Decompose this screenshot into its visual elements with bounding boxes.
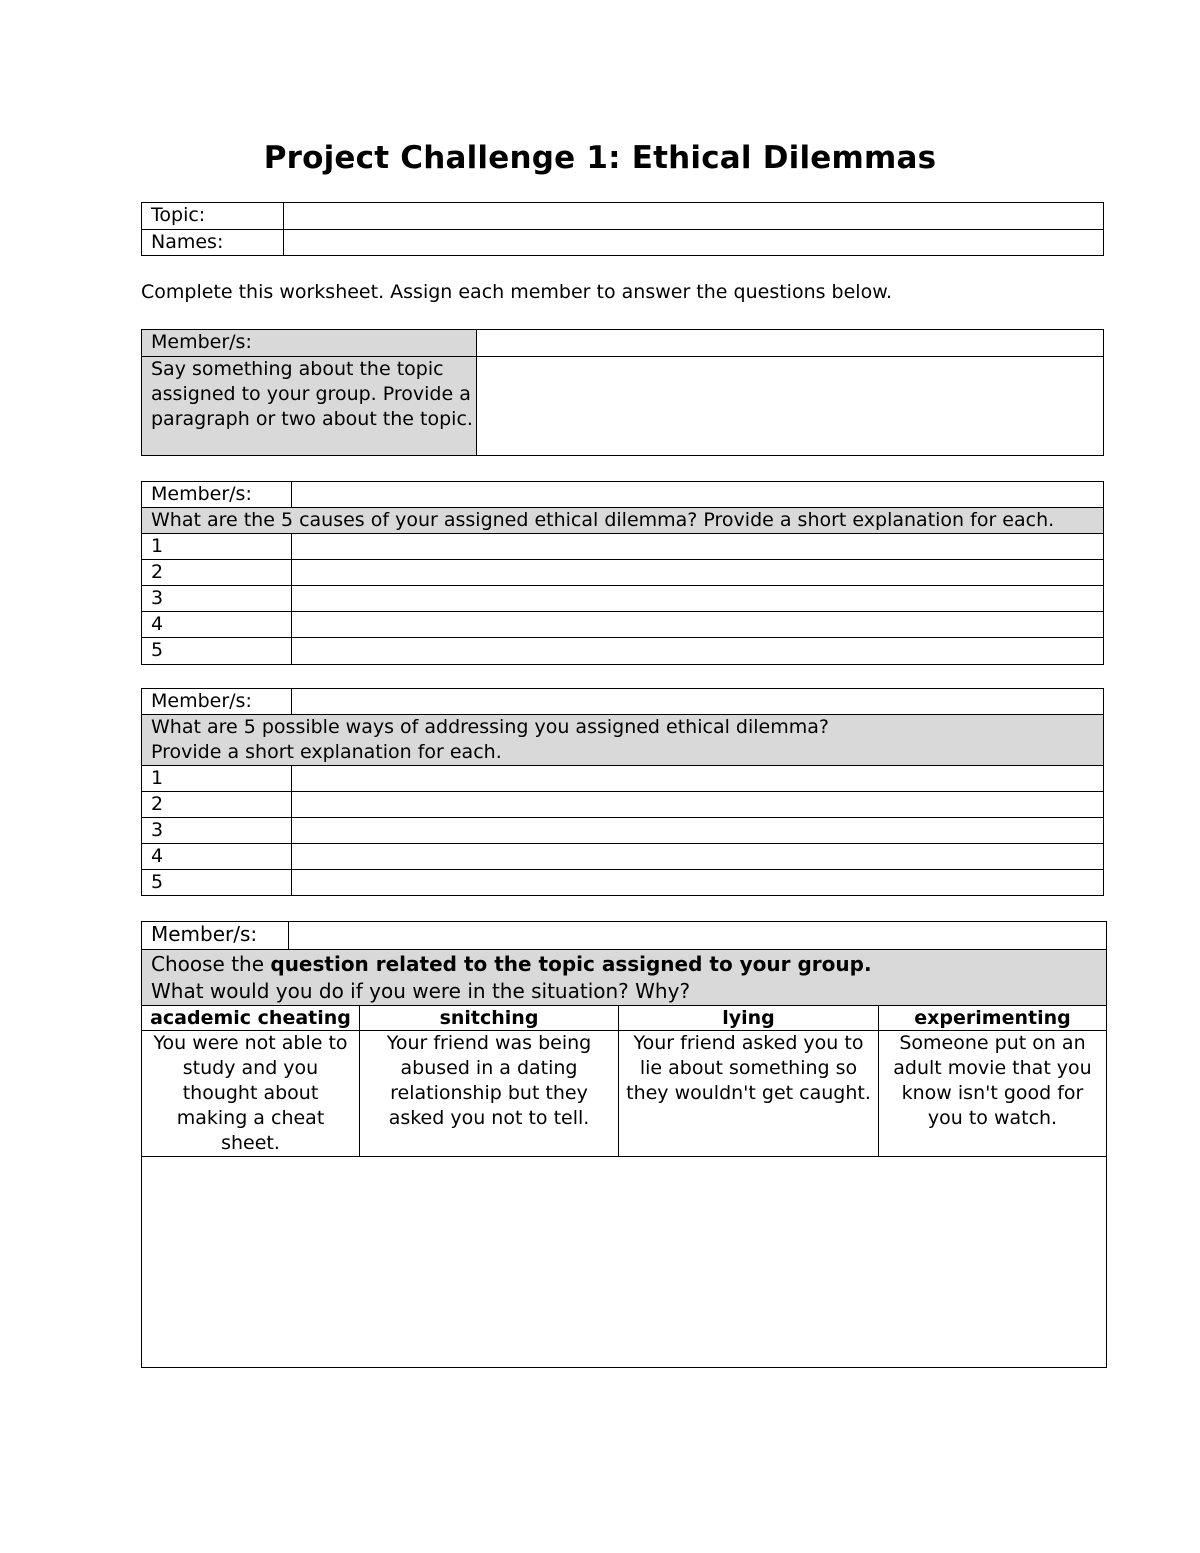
section3-table [141,688,1104,896]
names-field[interactable] [284,230,1104,256]
section3-prompt-line2: Provide a short explanation for each. [151,741,502,763]
section4-table [141,921,1107,1368]
scenario-experimenting: Someone put on an adult movie that you know isn't good for you to watch. [879,1031,1107,1157]
section3-row-number: 1 [142,766,292,792]
scenario-snitching: Your friend was being abused in a dating relationship but they asked you not to tell. [360,1031,619,1157]
section2-row-answer[interactable] [292,560,1104,586]
section1-prompt: Say something about the topic assigned to your group. Provide a paragraph or two about the topic. [142,357,477,456]
header-experimenting: experimenting [879,1006,1107,1031]
names-label: Names: [142,230,284,256]
section3-row-answer[interactable] [292,844,1104,870]
section3-row-answer[interactable] [292,818,1104,844]
page-title: Project Challenge 1: Ethical Dilemmas [263,140,937,176]
section3-row-answer[interactable] [292,766,1104,792]
scenario-academic-cheating: You were not able to study and you thought about making a cheat sheet. [142,1031,360,1157]
section2-row-answer[interactable] [292,612,1104,638]
section2-row-number: 5 [142,638,292,665]
section4-prompt-prefix: Choose the [151,952,271,976]
section1-member-field[interactable] [477,330,1104,357]
section2-table [141,481,1104,665]
section2-row-number: 4 [142,612,292,638]
section2-member-label: Member/s: [142,482,292,508]
section4-member-label: Member/s: [142,922,289,950]
section2-row-number: 1 [142,534,292,560]
section4-member-field[interactable] [289,922,1107,950]
section2-member-field[interactable] [292,482,1104,508]
section2-row-number: 3 [142,586,292,612]
section2-row-answer[interactable] [292,638,1104,665]
section3-row-number: 2 [142,792,292,818]
header-academic-cheating: academic cheating [142,1006,360,1031]
section4-prompt [142,950,1107,1006]
section2-prompt: What are the 5 causes of your assigned ethical dilemma? Provide a short explanation for each. [142,508,1104,534]
section3-prompt-line1: What are 5 possible ways of addressing you assigned ethical dilemma? [151,716,829,738]
section3-row-number: 4 [142,844,292,870]
scenario-lying: Your friend asked you to lie about something so they wouldn't get caught. [619,1031,879,1157]
section3-member-label: Member/s: [142,689,292,715]
section3-member-field[interactable] [292,689,1104,715]
section3-prompt [142,715,1104,766]
section4-prompt-bold: question related to the topic assigned to your group. [270,952,872,976]
header-lying: lying [619,1006,879,1031]
section3-row-answer[interactable] [292,870,1104,896]
topic-names-table [141,202,1104,256]
topic-field[interactable] [284,203,1104,230]
topic-label: Topic: [142,203,284,230]
section3-row-answer[interactable] [292,792,1104,818]
header-snitching: snitching [360,1006,619,1031]
section1-table [141,329,1104,456]
section3-row-number: 5 [142,870,292,896]
section1-member-label: Member/s: [142,330,477,357]
section4-prompt-line1 [151,951,1106,978]
section4-prompt-line2: What would you do if you were in the situation? Why? [151,979,691,1003]
section1-answer-field[interactable] [477,357,1104,456]
instructions: Complete this worksheet. Assign each member to answer the questions below. [141,281,893,303]
section3-row-number: 3 [142,818,292,844]
section2-row-answer[interactable] [292,534,1104,560]
section2-row-number: 2 [142,560,292,586]
section2-row-answer[interactable] [292,586,1104,612]
section4-answer-field[interactable] [142,1157,1107,1368]
